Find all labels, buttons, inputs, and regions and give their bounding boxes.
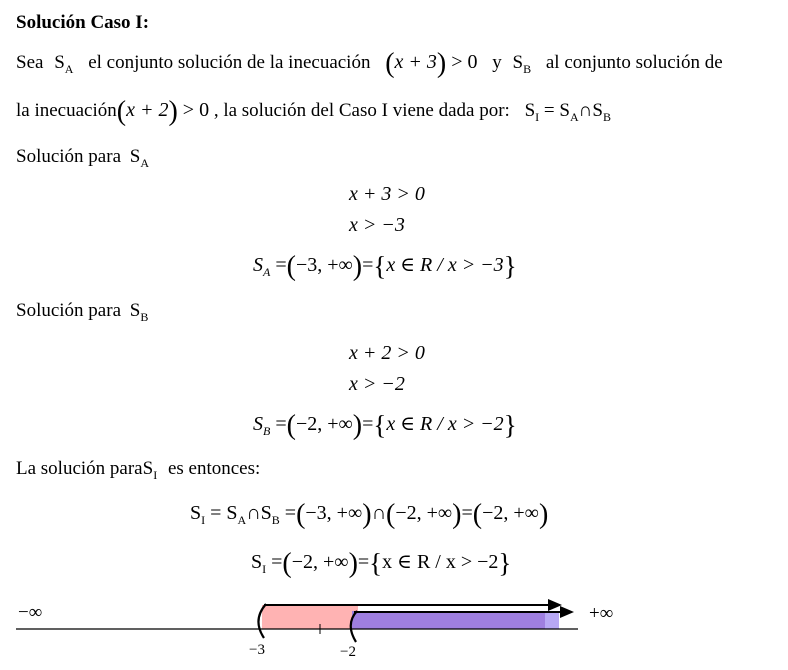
section-i-set-sub: I: [153, 468, 158, 482]
section-a-result-eq: =: [275, 254, 287, 276]
section-b-step-2: x > −2: [349, 373, 405, 395]
eq2-lhs-sub: I: [262, 562, 267, 576]
set-a-arrowhead: [548, 599, 562, 611]
eq2-builder: x ∈ R / x > −2: [382, 551, 499, 573]
section-b-step-1: x + 2 > 0: [349, 342, 425, 364]
eq2-lhs: S: [251, 551, 263, 573]
section-b-builder: x ∈ R / x > −2: [386, 413, 504, 435]
section-b-label-text: Solución para: [16, 300, 122, 321]
set-a-symbol: [54, 52, 74, 76]
section-b-set-sub: B: [140, 310, 149, 324]
eq2-interval: −2, +∞: [291, 551, 349, 573]
intro-line2-pre: la inecuación: [16, 100, 117, 121]
section-a-set: [129, 146, 150, 170]
set-b-region-tail: [545, 611, 559, 629]
section-a-interval: −3, +∞: [295, 254, 353, 276]
intro-line1-mid: el conjunto solución de la inecuación: [88, 52, 371, 73]
section-a-label: [16, 146, 149, 168]
eq1-interval-a: −3, +∞: [305, 502, 363, 524]
eq1-lhs-sub: I: [201, 513, 206, 527]
section-i-set: [142, 458, 158, 482]
section-i-label-text: La solución para: [16, 458, 143, 479]
eq1-lhs: S: [190, 502, 202, 524]
intro-line1-post: al conjunto solución de: [545, 52, 723, 73]
set-b-letter: S: [512, 52, 524, 73]
inequality-a-expr: x + 3: [394, 51, 437, 73]
section-a-result-set: S: [253, 254, 263, 276]
intro-line-1: [16, 50, 723, 78]
section-b-result-eq: =: [275, 413, 287, 435]
inequality-b-expr: x + 2: [126, 99, 169, 121]
eq1-eq: =: [284, 502, 297, 524]
plus-infinity-label: +∞: [589, 603, 614, 624]
section-a-result-sub: A: [263, 265, 271, 279]
intro-line1-pre: Sea: [16, 52, 44, 73]
section-a-set-letter: S: [129, 146, 141, 167]
section-a-label-text: Solución para: [16, 146, 122, 167]
intro-line2-mid: , la solución del Caso I viene dada por:: [213, 100, 510, 121]
set-b-region: [352, 611, 545, 629]
section-i-label: [16, 458, 260, 480]
formula-si: [524, 100, 611, 124]
tick-label-minus-2: −2: [340, 644, 356, 660]
inequality-a: (x + 3) > 0: [385, 48, 478, 79]
section-b-result-sub: B: [263, 424, 271, 438]
formula-eq-sa: = S: [543, 100, 570, 121]
set-a-region: [262, 605, 358, 629]
section-a-step-1: x + 3 > 0: [349, 183, 425, 205]
set-b-arrowhead: [560, 606, 574, 618]
section-b-result-set: S: [253, 413, 263, 435]
section-a-result: $S_A =(-3$, +∞)={x ∈ R / x > −3}: [253, 251, 517, 282]
formula-s: S: [524, 100, 536, 121]
number-line: [0, 592, 788, 670]
eq1-interval-result: −2, +∞: [482, 502, 539, 524]
set-b-sub: B: [523, 62, 532, 76]
eq1-sub-a: A: [237, 513, 247, 527]
formula-sub-i: I: [535, 110, 540, 124]
eq1-interval-b: −2, +∞: [395, 502, 453, 524]
section-i-equation-1: $S_I$ = $S_A\cap S_B =(-3$, +∞)∩(−2, +∞)=(−2, +∞): [190, 499, 549, 530]
section-i-label-post: es entonces:: [167, 458, 261, 479]
heading: Solución Caso I:: [16, 12, 150, 33]
inequality-b: (x + 2) > 0: [116, 96, 210, 127]
section-a-step-2: x > −3: [349, 214, 405, 236]
section-b-set: [129, 300, 149, 324]
set-b-symbol: [512, 52, 532, 76]
formula-cap-sb: ∩S: [578, 100, 603, 121]
formula-sub-a: A: [569, 110, 579, 124]
set-a-sub: A: [64, 62, 74, 76]
section-i-set-letter: S: [142, 458, 154, 479]
minus-infinity-label: −∞: [18, 602, 43, 623]
section-b-label: [16, 300, 148, 322]
eq1-cap-sb: ∩S: [246, 502, 272, 524]
intro-line-2: [16, 98, 611, 126]
formula-sub-b: B: [602, 110, 611, 124]
conj-y: y: [492, 52, 502, 73]
section-b-result-eq2: =: [362, 413, 374, 435]
inequality-b-rest: > 0: [182, 99, 210, 121]
eq1-sub-b: B: [271, 513, 280, 527]
tick-label-minus-3: −3: [249, 642, 265, 658]
eq1-cap: ∩: [371, 502, 387, 524]
section-b-set-letter: S: [129, 300, 141, 321]
number-line-svg: [0, 592, 788, 670]
section-a-builder: x ∈ R / x > −3: [386, 254, 504, 276]
section-a-result-eq2: =: [362, 254, 374, 276]
inequality-a-rest: > 0: [451, 51, 478, 73]
section-b-interval: −2, +∞: [295, 413, 353, 435]
section-i-equation-2: $S_I =(-2$, +∞)={x ∈ R / x > −2}: [251, 548, 512, 579]
section-b-result: $S_B =(-2$, +∞)={x ∈ R / x > −2}: [253, 410, 517, 441]
eq1-eq-sa: = S: [210, 502, 238, 524]
eq1-eq2: =: [461, 502, 473, 524]
eq2-eq2: =: [357, 551, 370, 573]
section-a-set-sub: A: [140, 156, 150, 170]
eq2-eq: =: [271, 551, 283, 573]
set-a-letter: S: [54, 52, 65, 73]
